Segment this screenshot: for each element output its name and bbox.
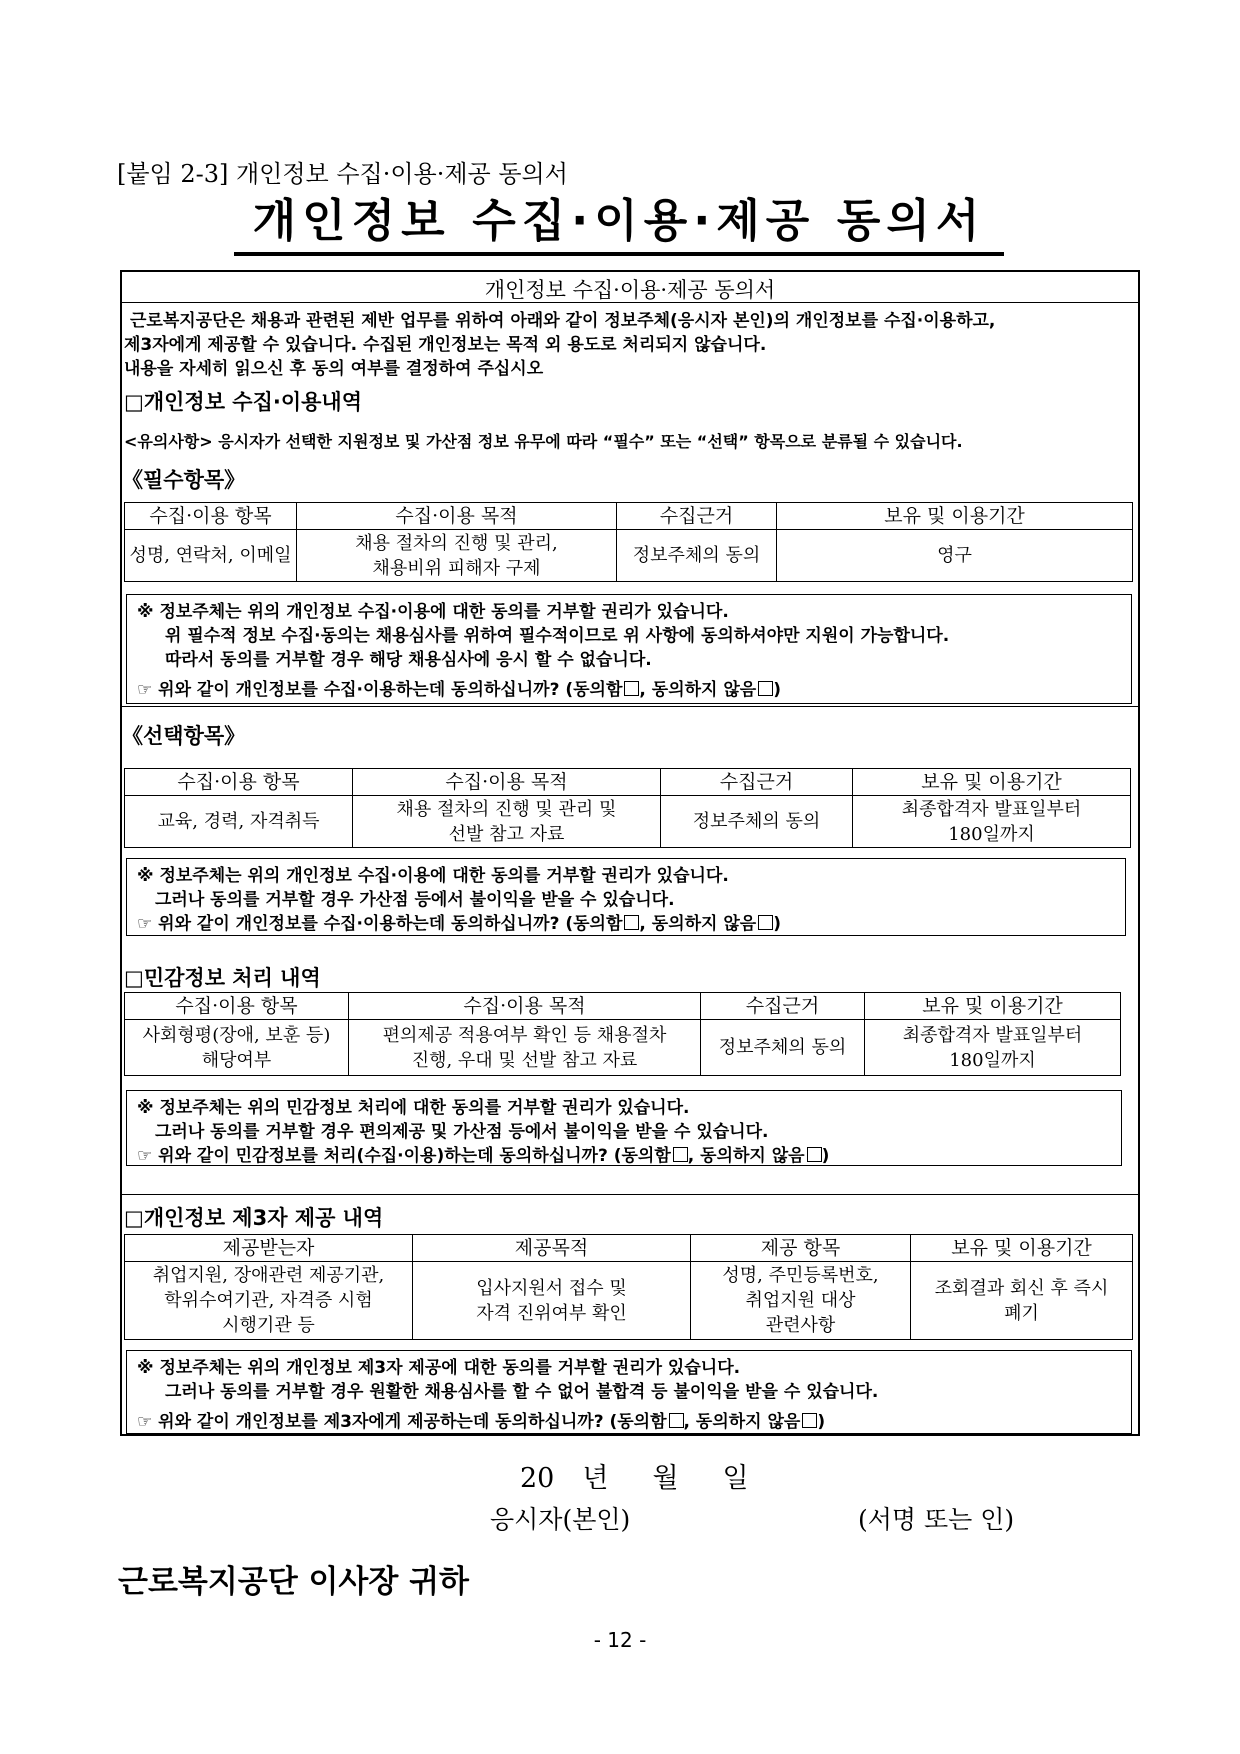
table-header: 수집·이용 목적 xyxy=(297,503,617,530)
third-party-notice xyxy=(126,1350,1132,1434)
required-label: 《필수항목》 xyxy=(122,468,246,492)
disagree-checkbox[interactable] xyxy=(758,915,773,930)
disagree-checkbox[interactable] xyxy=(802,1413,817,1428)
table-cell: 교육, 경력, 자격취득 xyxy=(125,796,353,848)
consent-question: ☞ 위와 같이 개인정보를 수집·이용하는데 동의하십니까? (동의함 , 동의하지 않음 ) xyxy=(137,680,781,700)
applicant-label: 응시자(본인) xyxy=(490,1505,631,1534)
table-header: 수집·이용 항목 xyxy=(125,769,353,796)
table-header: 보유 및 이용기간 xyxy=(777,503,1133,530)
notice-line: 그러나 동의를 거부할 경우 원활한 채용심사를 할 수 없어 불합격 등 불이익을 받을 수 있습니다. xyxy=(165,1382,879,1402)
recipient-line: 근로복지공단 이사장 귀하 xyxy=(118,1564,469,1600)
attachment-label: [붙임 2-3] 개인정보 수집·이용·제공 동의서 xyxy=(117,160,568,188)
table-header: 수집근거 xyxy=(617,503,777,530)
table-cell: 정보주체의 동의 xyxy=(701,1020,865,1076)
page-number: - 12 - xyxy=(593,1628,647,1652)
intro-line-3: 내용을 자세히 읽으신 후 동의 여부를 결정하여 주십시오 xyxy=(124,359,544,379)
required-notice xyxy=(126,594,1132,704)
disagree-checkbox[interactable] xyxy=(758,681,773,696)
table-header: 보유 및 이용기간 xyxy=(865,993,1121,1020)
notice-line: ※ 정보주체는 위의 개인정보 수집·이용에 대한 동의를 거부할 권리가 있습니다. xyxy=(137,602,729,622)
consent-form xyxy=(120,270,1140,1436)
table-cell: 정보주체의 동의 xyxy=(617,530,777,582)
consent-question: ☞ 위와 같이 개인정보를 수집·이용하는데 동의하십니까? (동의함 , 동의하지 않음 ) xyxy=(137,914,781,934)
third-party-table xyxy=(124,1234,1133,1340)
collection-heading: □개인정보 수집·이용내역 xyxy=(124,390,362,414)
caution-text: <유의사항> 응시자가 선택한 지원정보 및 가산점 정보 유무에 따라 “필수” 또는 “선택” 항목으로 분류될 수 있습니다. xyxy=(124,432,963,451)
table-cell: 성명, 연락처, 이메일 xyxy=(125,530,297,582)
optional-label: 《선택항목》 xyxy=(122,724,246,748)
table-header: 수집·이용 목적 xyxy=(349,993,701,1020)
notice-line: 그러나 동의를 거부할 경우 가산점 등에서 불이익을 받을 수 있습니다. xyxy=(155,890,675,910)
table-cell: 조회결과 회신 후 즉시 폐기 xyxy=(911,1262,1133,1340)
notice-line: ※ 정보주체는 위의 개인정보 제3자 제공에 대한 동의를 거부할 권리가 있습니다. xyxy=(137,1358,741,1378)
table-cell: 정보주체의 동의 xyxy=(661,796,853,848)
notice-line: 그러나 동의를 거부할 경우 편의제공 및 가산점 등에서 불이익을 받을 수 있습니다. xyxy=(155,1122,769,1142)
notice-line: 위 필수적 정보 수집·동의는 채용심사를 위하여 필수적이므로 위 사항에 동의하셔야만 지원이 가능합니다. xyxy=(165,626,950,646)
table-cell: 채용 절차의 진행 및 관리 및 선발 참고 자료 xyxy=(353,796,661,848)
notice-line: ※ 정보주체는 위의 개인정보 수집·이용에 대한 동의를 거부할 권리가 있습니다. xyxy=(137,866,729,886)
table-header: 제공 항목 xyxy=(691,1235,911,1262)
agree-checkbox[interactable] xyxy=(624,915,639,930)
optional-table xyxy=(124,768,1131,848)
sensitive-notice xyxy=(126,1090,1122,1166)
table-header: 보유 및 이용기간 xyxy=(911,1235,1133,1262)
table-cell: 최종합격자 발표일부터 180일까지 xyxy=(853,796,1131,848)
form-header: 개인정보 수집·이용·제공 동의서 xyxy=(484,278,776,302)
agree-checkbox[interactable] xyxy=(669,1413,684,1428)
intro-line-1: 근로복지공단은 채용과 관련된 제반 업무를 위하여 아래와 같이 정보주체(응시자 본인)의 개인정보를 수집·이용하고, xyxy=(130,311,996,331)
signature-label: (서명 또는 인) xyxy=(858,1505,1015,1534)
table-header: 수집근거 xyxy=(701,993,865,1020)
consent-question: ☞ 위와 같이 민감정보를 처리(수집·이용)하는데 동의하십니까? (동의함 , 동의하지 않음 ) xyxy=(137,1146,830,1166)
page-title: 개인정보 수집·이용·제공 동의서 xyxy=(234,192,1004,256)
agree-checkbox[interactable] xyxy=(673,1147,688,1162)
sensitive-table xyxy=(124,992,1121,1076)
required-table xyxy=(124,502,1133,582)
notice-line: ※ 정보주체는 위의 민감정보 처리에 대한 동의를 거부할 권리가 있습니다. xyxy=(137,1098,690,1118)
table-cell: 입사지원서 접수 및 자격 진위여부 확인 xyxy=(413,1262,691,1340)
table-cell: 채용 절차의 진행 및 관리, 채용비위 피해자 구제 xyxy=(297,530,617,582)
table-header: 제공목적 xyxy=(413,1235,691,1262)
table-cell: 영구 xyxy=(777,530,1133,582)
table-cell: 편의제공 적용여부 확인 등 채용절차 진행, 우대 및 선발 참고 자료 xyxy=(349,1020,701,1076)
table-header: 제공받는자 xyxy=(125,1235,413,1262)
table-cell: 최종합격자 발표일부터 180일까지 xyxy=(865,1020,1121,1076)
date-line: 20 년 월 일 xyxy=(520,1463,749,1494)
third-party-heading: □개인정보 제3자 제공 내역 xyxy=(124,1206,384,1230)
disagree-checkbox[interactable] xyxy=(807,1147,822,1162)
table-cell: 사회형평(장애, 보훈 등) 해당여부 xyxy=(125,1020,349,1076)
table-header: 수집·이용 항목 xyxy=(125,993,349,1020)
agree-checkbox[interactable] xyxy=(624,681,639,696)
consent-question: ☞ 위와 같이 개인정보를 제3자에게 제공하는데 동의하십니까? (동의함 , 동의하지 않음 ) xyxy=(137,1412,826,1432)
table-header: 수집근거 xyxy=(661,769,853,796)
notice-line: 따라서 동의를 거부할 경우 해당 채용심사에 응시 할 수 없습니다. xyxy=(165,650,652,670)
table-header: 수집·이용 항목 xyxy=(125,503,297,530)
intro-line-2: 제3자에게 제공할 수 있습니다. 수집된 개인정보는 목적 외 용도로 처리되지 않습니다. xyxy=(124,335,767,355)
table-cell: 취업지원, 장애관련 제공기관, 학위수여기관, 자격증 시험 시행기관 등 xyxy=(125,1262,413,1340)
table-header: 수집·이용 목적 xyxy=(353,769,661,796)
sensitive-heading: □민감정보 처리 내역 xyxy=(124,966,321,990)
optional-notice xyxy=(126,858,1126,936)
table-cell: 성명, 주민등록번호, 취업지원 대상 관련사항 xyxy=(691,1262,911,1340)
table-header: 보유 및 이용기간 xyxy=(853,769,1131,796)
